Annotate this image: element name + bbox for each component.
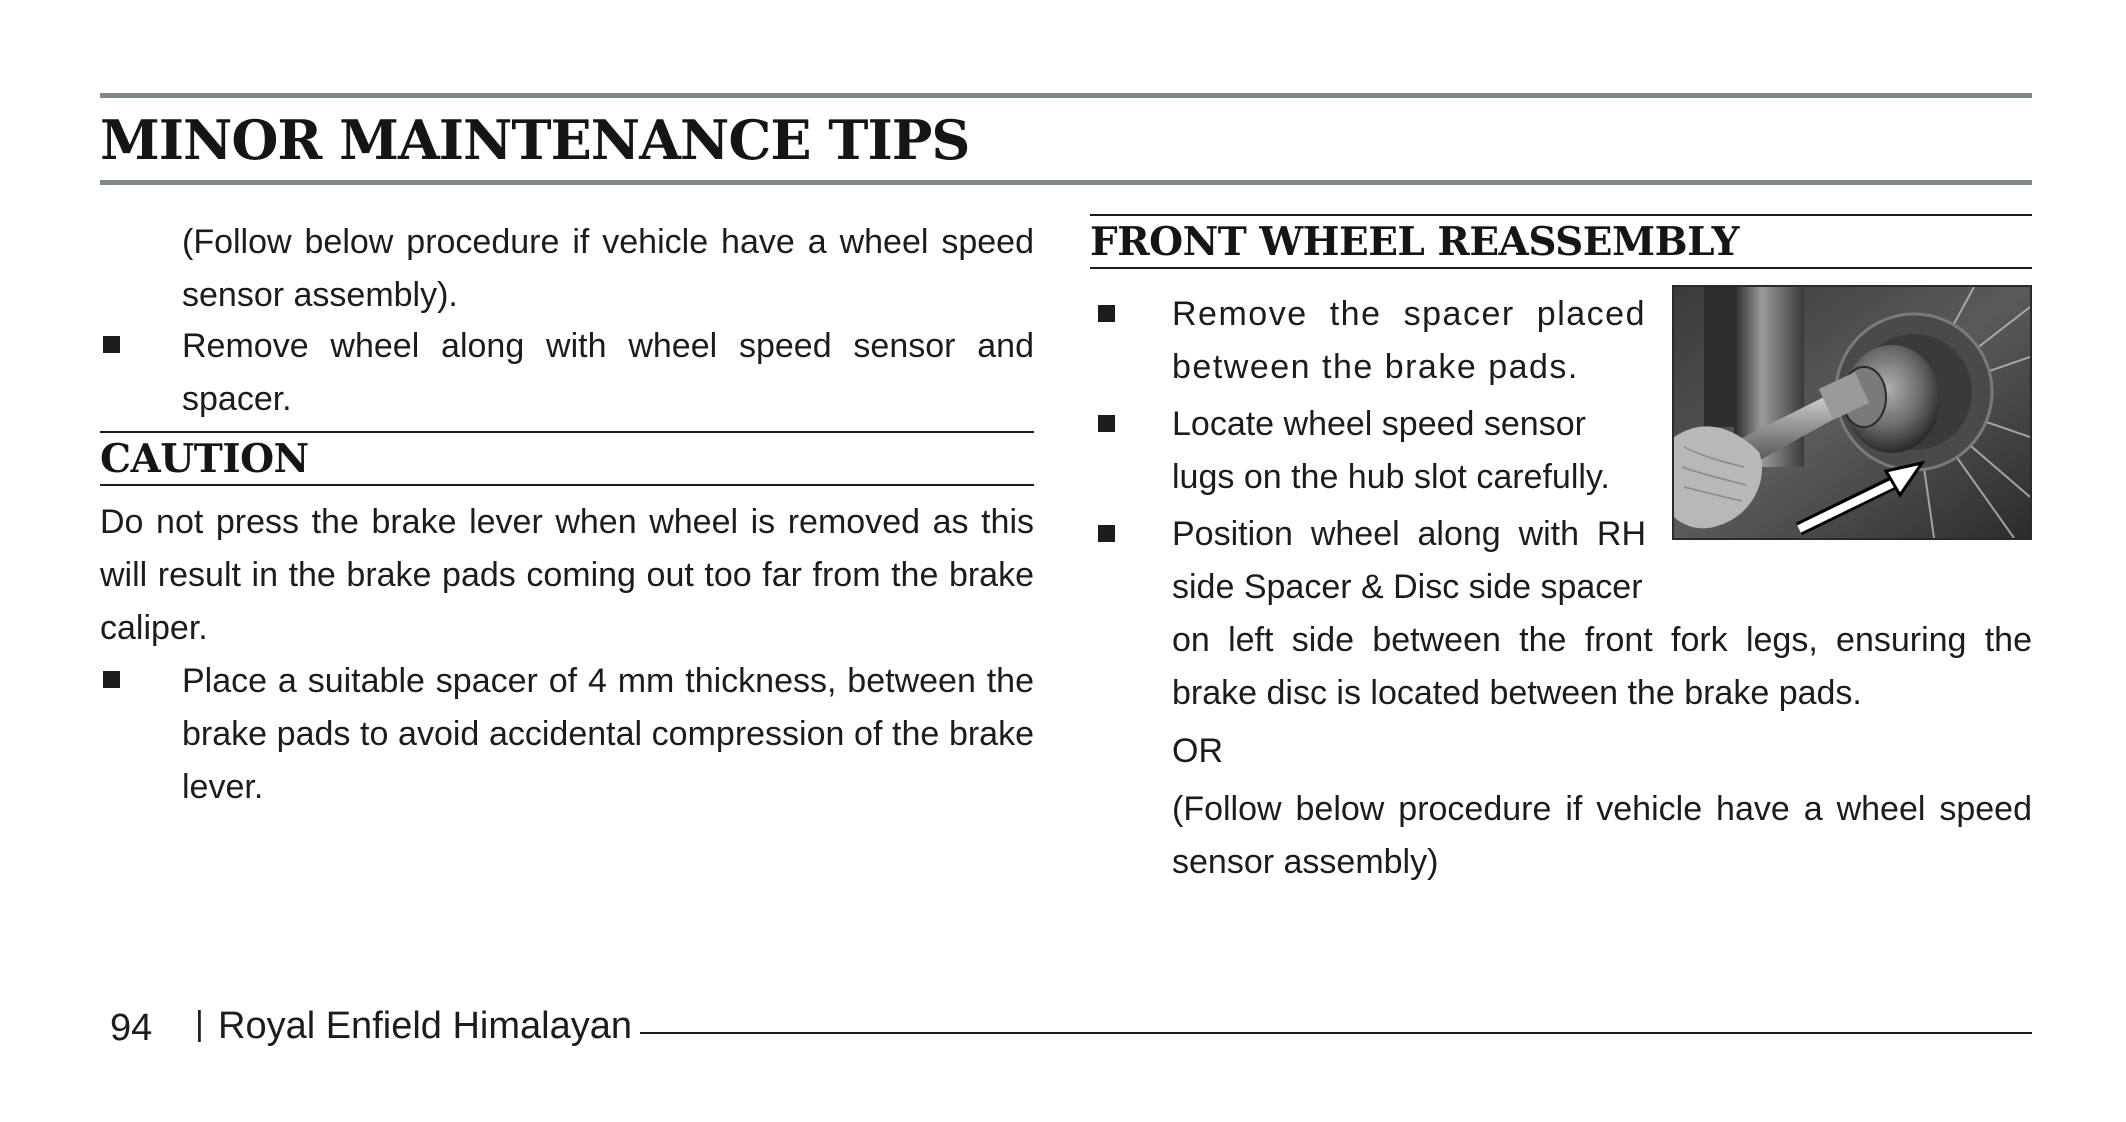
- wheel-hub-photo: [1672, 285, 2032, 540]
- header-bottom-rule: [100, 180, 2032, 185]
- step-position-wheel-part2: on left side between the front fork legs, ensuring the brake disc is located between the brake pads.: [1172, 621, 2032, 712]
- intro-note: (Follow below procedure if vehicle have a wheel speed sensor assembly).: [182, 223, 1034, 314]
- footer-rule: [640, 1032, 2032, 1034]
- step-place-spacer: Place a suitable spacer of 4 mm thickness, between the brake pads to avoid accidental compression of the brake lever.: [182, 662, 1034, 806]
- bullet-marker-icon: [1098, 415, 1115, 432]
- caution-top-rule: [100, 431, 1034, 433]
- footer-manual-title: Royal Enfield Himalayan: [218, 1005, 632, 1047]
- reassembly-top-rule: [1090, 214, 2032, 216]
- footer-separator: |: [195, 1005, 204, 1043]
- wheel-hub-illustration: [1674, 287, 2030, 538]
- header-top-rule: [100, 93, 2032, 98]
- step-remove-wheel: Remove wheel along with wheel speed sensor and spacer.: [182, 327, 1034, 418]
- reassembly-heading: FRONT WHEEL REASSEMBLY: [1090, 219, 1739, 265]
- caution-bottom-rule: [100, 484, 1034, 486]
- caution-text: Do not press the brake lever when wheel is removed as this will result in the brake pads coming out too far from the brake caliper.: [100, 503, 1034, 647]
- bullet-marker-icon: [103, 671, 120, 688]
- bullet-marker-icon: [103, 336, 120, 353]
- step-remove-spacer: Remove the spacer placed between the brake pads.: [1172, 295, 1646, 386]
- bullet-marker-icon: [1098, 305, 1115, 322]
- or-label: OR: [1172, 732, 1223, 770]
- step-position-wheel-part1: Position wheel along with RH side Spacer & Disc side spacer: [1172, 515, 1646, 606]
- reassembly-bottom-rule: [1090, 267, 2032, 269]
- page-number: 94: [110, 1007, 153, 1049]
- caution-heading: CAUTION: [100, 436, 309, 482]
- step-locate-sensor-lugs: Locate wheel speed sensor lugs on the hub slot carefully.: [1172, 405, 1610, 496]
- page-title: MINOR MAINTENANCE TIPS: [100, 108, 970, 172]
- bullet-marker-icon: [1098, 525, 1115, 542]
- closing-note: (Follow below procedure if vehicle have a wheel speed sensor assembly): [1172, 790, 2032, 881]
